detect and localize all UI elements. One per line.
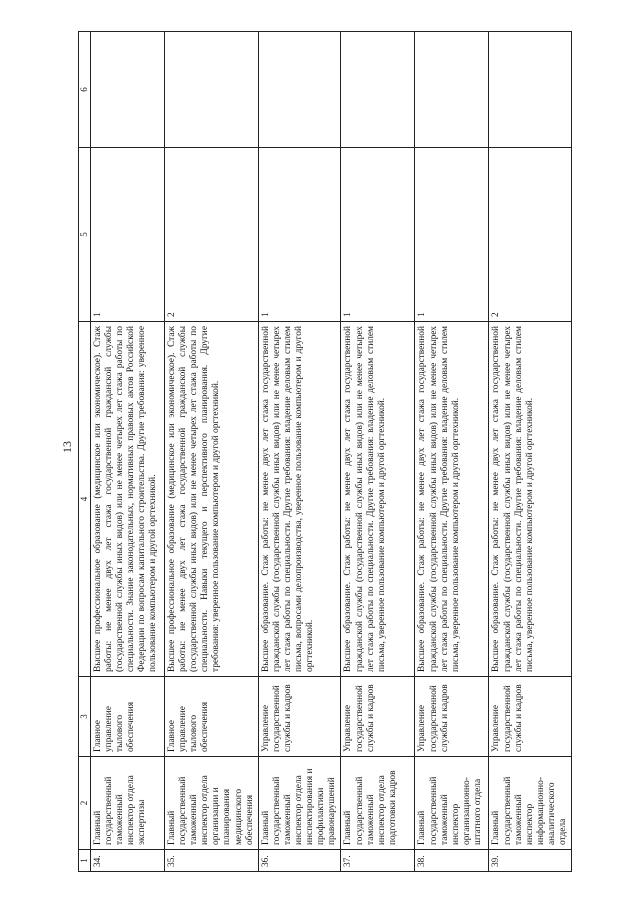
row-number: 36.: [258, 850, 341, 872]
vacancy-count: 2: [165, 148, 259, 322]
position-title: Главный государственный таможенный инспектор отдела экспертизы: [91, 757, 165, 850]
department: Главное управление тылового обеспечения: [91, 677, 165, 757]
position-title: Главный государственный таможенный инспектор организационно-штатного отдела: [415, 757, 489, 850]
note: [258, 32, 341, 148]
vacancies-table: [78, 31, 572, 872]
table-row: [91, 32, 165, 872]
note: [341, 32, 415, 148]
requirements: Высшее образование. Стаж работы: не менее двух лет стажа государственной гражданской службы (государственной службы иных видов) или не менее четырех лет стажа работы по специальности. Другие требования: владение деловым стилем письма, уверенное пользование компьютером и другой оргтехникой.: [341, 322, 415, 677]
row-number: 39.: [489, 850, 572, 872]
requirements: Высшее профессиональное образование (медицинское или экономическое). Стаж работы: не менее двух лет стажа государственной гражданской службы (государственной службы иных видов) или не менее четырех лет стажа работы по специальности. Знание законодательных, нормативных правовых актов Российской Федерации по вопросам капитального строительства. Другие требования: уверенное пользование компьютером и другой оргтехникой.: [91, 322, 165, 677]
page-number: 13: [60, 441, 74, 453]
table-row: [415, 32, 489, 872]
position-title: Главный государственный таможенный инспектор информационно-аналитического отдела: [489, 757, 572, 850]
vacancy-count: 1: [258, 148, 341, 322]
row-number: 34.: [91, 850, 165, 872]
note: [489, 32, 572, 148]
vacancy-count: 1: [91, 148, 165, 322]
column-header-2: 2: [79, 757, 91, 850]
column-header-3: 3: [79, 677, 91, 757]
column-header-5: 5: [79, 148, 91, 322]
position-title: Главный государственный таможенный инспектор отдела подготовки кадров: [341, 757, 415, 850]
note: [415, 32, 489, 148]
department: Управление государственной службы и кадров: [415, 677, 489, 757]
rotated-table-wrapper: [78, 32, 608, 872]
table-header-row: [79, 32, 91, 872]
row-number: 37.: [341, 850, 415, 872]
row-number: 38.: [415, 850, 489, 872]
department: Управление государственной службы и кадров: [341, 677, 415, 757]
column-header-6: 6: [79, 32, 91, 148]
department: Главное управление тылового обеспечения: [165, 677, 259, 757]
requirements: Высшее образование. Стаж работы: не менее двух лет стажа государственной гражданской службы (государственной службы иных видов) или не менее четырех лет стажа работы по специальности. Другие требования: владение деловым стилем письма, уверенное пользование компьютером и другой оргтехникой.: [415, 322, 489, 677]
requirements: Высшее образование. Стаж работы: не менее двух лет стажа государственной гражданской службы (государственной службы иных видов) или не менее четырех лет стажа работы по специальности. Другие требования: владение деловым стилем письма, уверенное пользование компьютером и другой оргтехникой.: [489, 322, 572, 677]
vacancy-count: 1: [415, 148, 489, 322]
position-title: Главный государственный таможенный инспектор отдела организации и планирования медицинского обеспечения: [165, 757, 259, 850]
requirements: Высшее образование. Стаж работы: не менее двух лет стажа государственной гражданской службы (государственной службы иных видов) или не менее четырех лет стажа работы по специальности. Другие требования: владение деловым стилем письма, вопросами делопроизводства, уверенное пользование компьютером и другой оргтехникой.: [258, 322, 341, 677]
table-row: [489, 32, 572, 872]
position-title: Главный государственный таможенный инспектор отдела инспектирования и профилактики правонарушений: [258, 757, 341, 850]
table-row: [258, 32, 341, 872]
vacancy-count: 1: [341, 148, 415, 322]
department: Управление государственной службы и кадров: [258, 677, 341, 757]
row-number: 35.: [165, 850, 259, 872]
note: [91, 32, 165, 148]
table-row: [165, 32, 259, 872]
column-header-1: 1: [79, 850, 91, 872]
requirements: Высшее профессиональное образование (медицинское или экономическое). Стаж работы: не менее двух лет стажа государственной гражданской службы (государственной службы иных видов) или не менее четырех лет стажа работы по специальности. Навыки текущего и перспективного планирования. Другие требования: уверенное пользование компьютером и другой оргтехникой.: [165, 322, 259, 677]
department: Управление государственной службы и кадров: [489, 677, 572, 757]
column-header-4: 4: [79, 322, 91, 677]
table-row: [341, 32, 415, 872]
note: [165, 32, 259, 148]
vacancy-count: 2: [489, 148, 572, 322]
